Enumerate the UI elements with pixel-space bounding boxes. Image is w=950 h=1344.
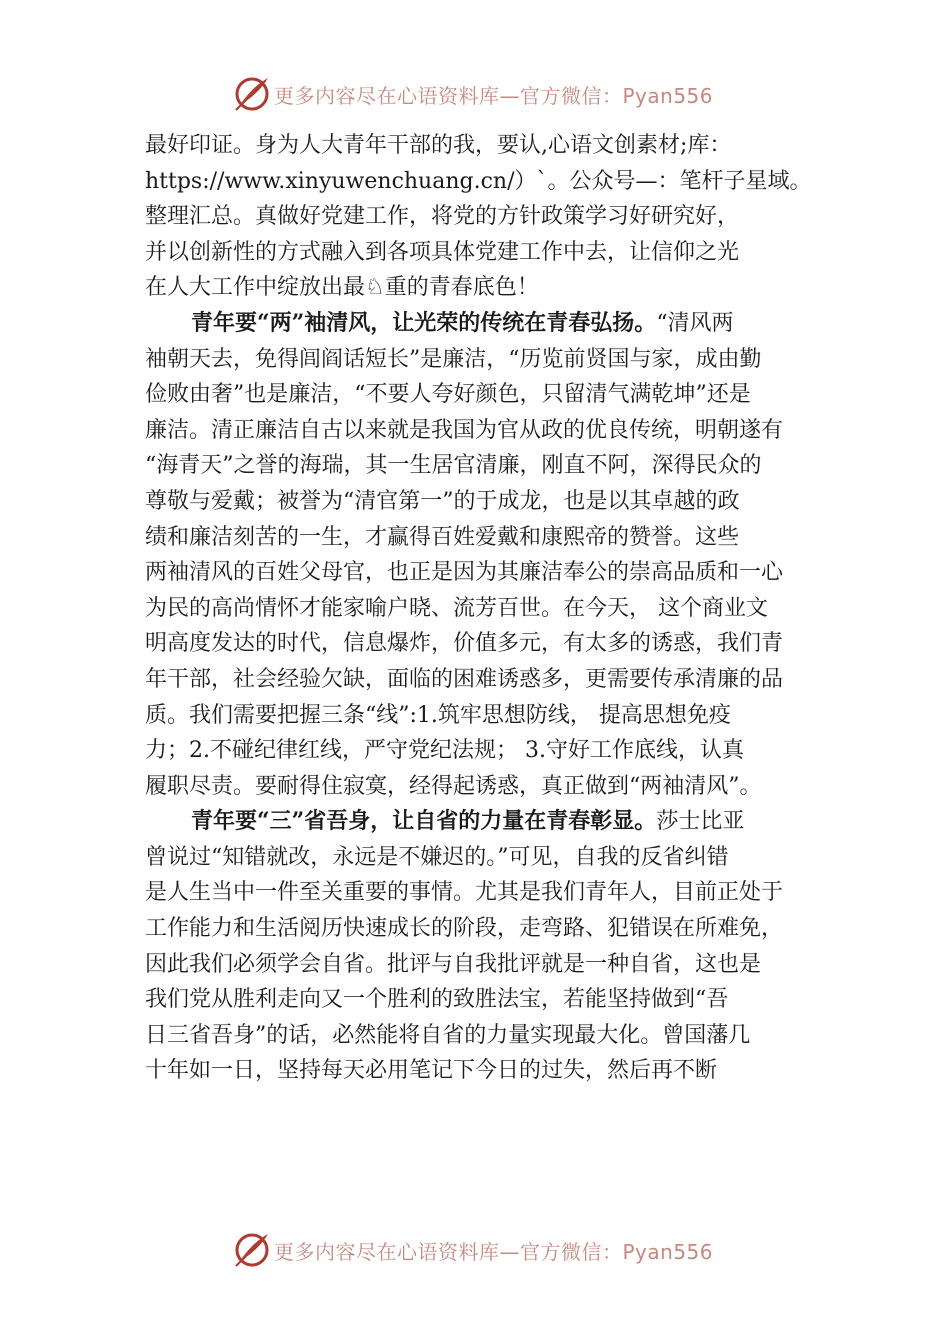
text-line: “海青天”之誉的海瑞，其一生居官清廉，刚直不阿，深得民众的: [145, 453, 762, 479]
text-line: 为民的高尚情怀才能家喻户晓、流芳百世。在今天， 这个商业文: [145, 595, 768, 621]
watermark-header: [232, 74, 713, 114]
text-line: 质。我们需要把握三条“线”:1.筑牢思想防线， 提高思想免疫: [145, 702, 731, 728]
text-line: 在人大工作中绽放出最♘重的青春底色！: [145, 275, 539, 301]
watermark-text: 更多内容尽在心语资料库—官方微信：Pyan556: [274, 1239, 714, 1264]
paragraph-heading: 青年要“两”袖清风，让光荣的传统在青春弘扬。: [191, 309, 657, 336]
text-line: https://www.xinyuwenchuang.cn/）`。公众号—：笔杆子星域。: [145, 168, 812, 194]
text-line: 廉洁。清正廉洁自古以来就是我国为官从政的优良传统，明朝遂有: [145, 417, 784, 443]
text-line: 曾说过“知错就改，永远是不嫌迟的。”可见，自我的反省纠错: [145, 844, 729, 870]
text-line: 日三省吾身”的话，必然能将自省的力量实现最大化。曾国藩几: [145, 1022, 751, 1048]
text-line: 明高度发达的时代，信息爆炸，价值多元，有太多的诱惑，我们青: [145, 631, 784, 657]
text-line: 最好印证。身为人大青年干部的我，要认,心语文创素材;库：: [145, 133, 732, 158]
watermark-footer: [232, 1230, 713, 1270]
document-body: [145, 128, 825, 1089]
text-line: 俭败由奢”也是廉洁，“不要人夸好颜色，只留清气满乾坤”还是: [145, 382, 751, 408]
text-line: 履职尽责。要耐得住寂寞，经得起诱惑，真正做到“两袖清风”。: [145, 773, 762, 799]
paragraph-start-line: 青年要“两”袖清风，让光荣的传统在青春弘扬。“清风两: [191, 309, 734, 336]
text-line: 工作能力和生活阅历快速成长的阶段，走弯路、犯错误在所难免，: [145, 916, 784, 942]
text-line: 年干部，社会经验欠缺，面临的困难诱惑多，更需要传承清廉的品: [145, 666, 784, 692]
text-line: 力；2.不碰纪律红线，严守党纪法规； 3.守好工作底线，认真: [145, 738, 744, 764]
watermark-text: 更多内容尽在心语资料库—官方微信：Pyan556: [274, 83, 714, 108]
text-line: 绩和廉洁刻苦的一生，才赢得百姓爱戴和康熙帝的赞誉。这些: [145, 524, 740, 550]
text-line: 十年如一日，坚持每天必用笔记下今日的过失，然后再不断: [145, 1058, 718, 1084]
text-line: 尊敬与爱戴；被誉为“清官第一”的于成龙，也是以其卓越的政: [145, 488, 740, 514]
paragraph-start-line: 青年要“三”省吾身，让自省的力量在青春彰显。莎士比亚: [191, 808, 745, 835]
feather-pen-logo-icon: [232, 1230, 272, 1270]
paragraph-heading: 青年要“三”省吾身，让自省的力量在青春彰显。: [191, 808, 657, 835]
text-line: 整理汇总。真做好党建工作，将党的方针政策学习好研究好，: [145, 204, 740, 230]
text-line: 是人生当中一件至关重要的事情。尤其是我们青年人，目前正处于: [145, 880, 784, 906]
text-line: 袖朝天去，免得闾阎话短长”是廉洁，“历览前贤国与家，成由勤: [145, 346, 762, 372]
text-line: 因此我们必须学会自省。批评与自我批评就是一种自省，这也是: [145, 951, 762, 977]
text-line: 并以创新性的方式融入到各项具体党建工作中去，让信仰之光: [145, 239, 740, 265]
feather-pen-logo-icon: [232, 74, 272, 114]
text-line: 我们党从胜利走向又一个胜利的致胜法宝，若能坚持做到“吾: [145, 987, 729, 1013]
text-line: 两袖清风的百姓父母官，也正是因为其廉洁奉公的崇高品质和一心: [145, 560, 784, 586]
